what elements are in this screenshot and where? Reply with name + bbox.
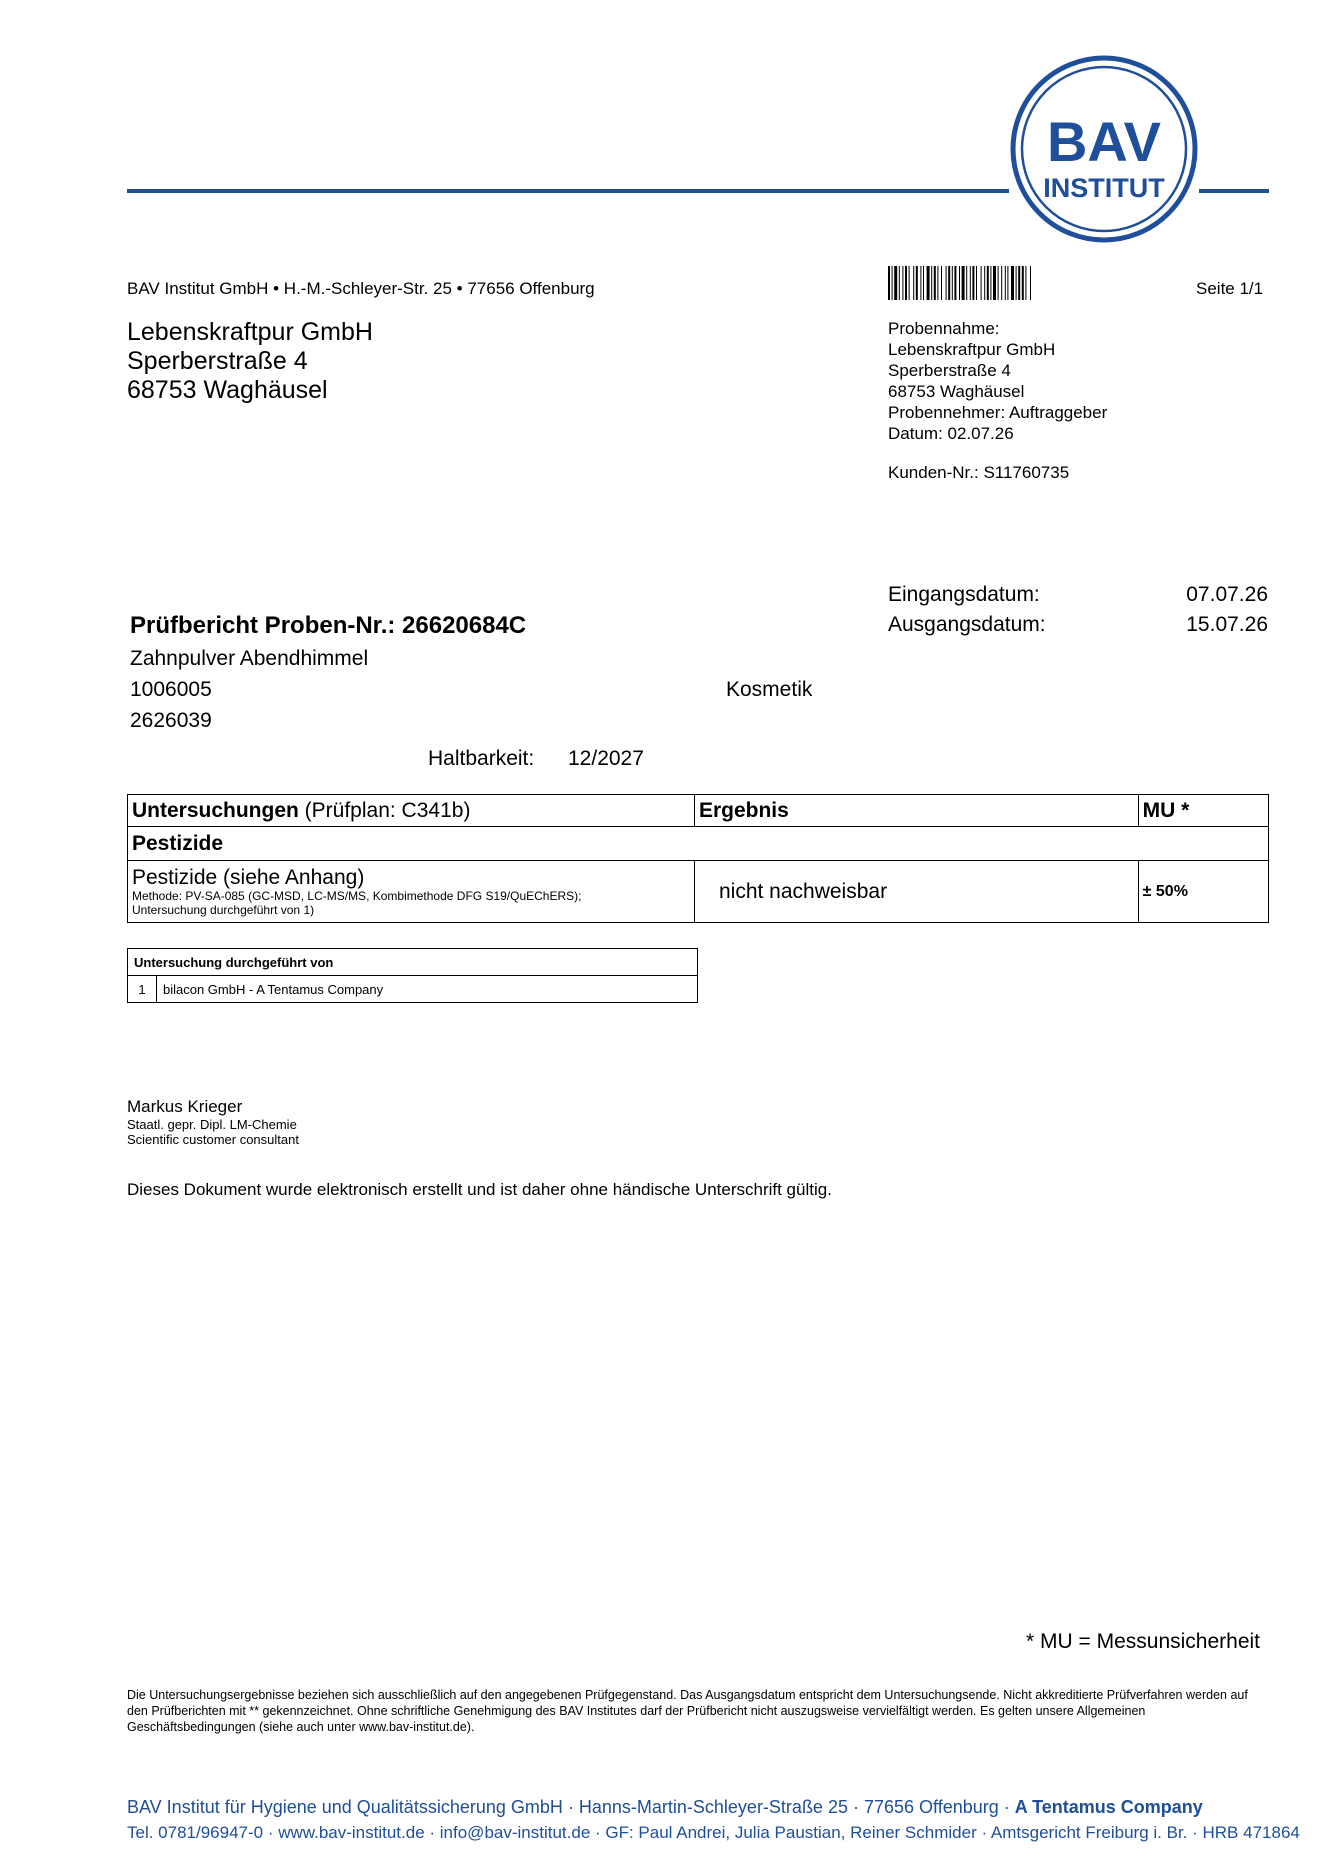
lab-number: 1 — [128, 976, 157, 1003]
signer-name: Markus Krieger — [127, 1097, 243, 1116]
header-result: Ergebnis — [694, 795, 1138, 827]
header-mu: MU * — [1138, 795, 1268, 827]
examination-cell — [128, 861, 695, 923]
section-row — [128, 827, 1269, 861]
dates-block — [888, 580, 1268, 640]
recipient-name: Lebenskraftpur GmbH — [127, 318, 373, 346]
labs-header: Untersuchung durchgeführt von — [128, 949, 698, 976]
sampling-date: Datum: 02.07.26 — [888, 424, 1014, 443]
product-number-1: 1006005 — [130, 678, 212, 701]
signer-block — [127, 1097, 299, 1147]
sampling-label: Probennahme: — [888, 319, 1000, 338]
table-row — [128, 976, 698, 1003]
table-row — [128, 861, 1269, 923]
sampling-info — [888, 318, 1107, 444]
sampling-city: 68753 Waghäusel — [888, 382, 1025, 401]
sampling-name: Lebenskraftpur GmbH — [888, 340, 1056, 359]
examination-name: Pestizide (siehe Anhang) — [132, 866, 365, 889]
page-number: Seite 1/1 — [1196, 279, 1264, 298]
mu-value: ± 50% — [1138, 861, 1268, 923]
sampler: Probennehmer: Auftraggeber — [888, 403, 1108, 422]
footer-address: BAV Institut für Hygiene und Qualitätssicherung GmbH · Hanns-Martin-Schleyer-Straße 25 · 77656 Offenburg · — [127, 1797, 1015, 1817]
out-date-value: 15.07.26 — [1186, 613, 1268, 636]
header-line-left — [127, 189, 1009, 193]
recipient-city: 68753 Waghäusel — [127, 376, 328, 404]
disclaimer: Die Untersuchungsergebnisse beziehen sich ausschließlich auf den angegebenen Prüfgegenstand. Das Ausgangsdatum entspricht dem Untersuchungsende. Nicht akkreditierte Prüfverfahren werden auf den Prüfberichten mit ** gekennzeichnet. Ohne schriftliche Genehmigung des BAV Institutes darf der Prüfbericht nicht auszugsweise vervielfältigt werden. Es gelten unsere Allgemeinen Geschäftsbedingungen (siehe auch unter www.bav-institut.de). — [127, 1688, 1248, 1734]
in-date-value: 07.07.26 — [1186, 583, 1268, 606]
electronic-notice: Dieses Dokument wurde elektronisch erstellt und ist daher ohne händische Unterschrift gültig. — [127, 1180, 832, 1199]
signer-title-2: Scientific customer consultant — [127, 1132, 299, 1147]
header-examinations-main: Untersuchungen — [132, 798, 299, 822]
customer-number: Kunden-Nr.: S11760735 — [888, 463, 1070, 482]
product-name: Zahnpulver Abendhimmel — [130, 647, 369, 670]
footer-tentamus: A Tentamus Company — [1014, 1797, 1203, 1817]
logo-text-institut: INSTITUT — [1043, 173, 1165, 203]
results-header-row — [128, 795, 1269, 827]
labs-header-row — [128, 949, 698, 976]
report-title: Prüfbericht Proben-Nr.: 26620684C — [130, 612, 527, 639]
result-value: nicht nachweisbar — [694, 861, 1138, 923]
header-examinations — [128, 795, 695, 827]
barcode — [888, 266, 1114, 300]
sampling-street: Sperberstraße 4 — [888, 361, 1011, 380]
recipient-address — [127, 318, 373, 405]
bav-institut-logo — [1008, 53, 1200, 245]
logo-text-bav: BAV — [1046, 110, 1162, 173]
header-line-right — [1199, 189, 1269, 193]
shelf-life-value: 12/2027 — [568, 747, 644, 770]
product-number-2: 2626039 — [130, 709, 212, 732]
in-date-label: Eingangsdatum: — [888, 583, 1040, 606]
footer-line-2: Tel. 0781/96947-0 · www.bav-institut.de · info@bav-institut.de · GF: Paul Andrei, Julia Paustian, Reiner Schmider · Amtsgericht Freiburg i. Br. · HRB 471864 — [127, 1823, 1300, 1842]
examination-method: Methode: PV-SA-085 (GC-MSD, LC-MS/MS, Kombimethode DFG S19/QuEChERS); — [132, 889, 582, 903]
labs-table — [127, 948, 698, 1003]
shelf-life-label: Haltbarkeit: — [428, 747, 535, 770]
examination-performed-by: Untersuchung durchgeführt von 1) — [132, 903, 315, 917]
lab-name: bilacon GmbH - A Tentamus Company — [157, 976, 698, 1003]
out-date-label: Ausgangsdatum: — [888, 613, 1046, 636]
signer-title-1: Staatl. gepr. Dipl. LM-Chemie — [127, 1117, 297, 1132]
mu-footnote: * MU = Messunsicherheit — [1026, 1630, 1261, 1653]
product-category: Kosmetik — [726, 678, 813, 701]
footer-line-1 — [127, 1797, 1203, 1818]
recipient-street: Sperberstraße 4 — [127, 347, 308, 375]
header-plan: (Prüfplan: C341b) — [298, 798, 471, 822]
sender-line: BAV Institut GmbH • H.-M.-Schleyer-Str. 25 • 77656 Offenburg — [127, 279, 595, 298]
section-pestizide: Pestizide — [128, 827, 1269, 861]
results-table — [127, 794, 1269, 923]
